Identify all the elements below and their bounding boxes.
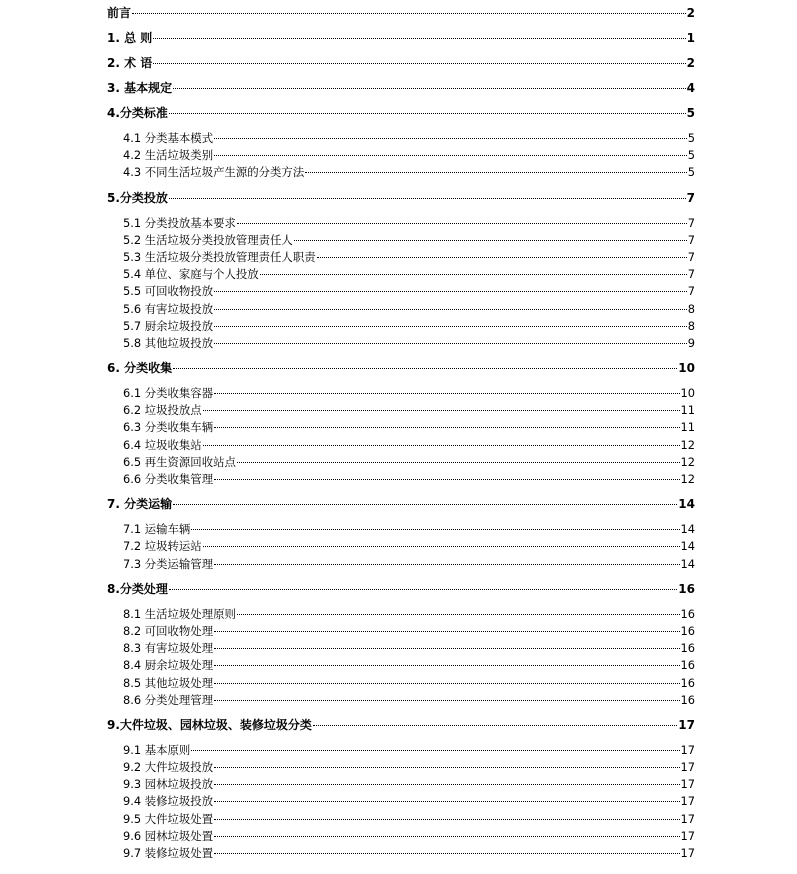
chapter-title: 2. 术 语: [107, 56, 153, 70]
dot-leader: [214, 343, 687, 344]
section-page-number: 5: [687, 131, 695, 145]
toc-section-entry[interactable]: [107, 385, 695, 402]
toc-section-entry[interactable]: [107, 776, 695, 793]
dot-leader: [237, 223, 687, 224]
chapter-title: 4.分类标准: [107, 106, 168, 120]
section-page-number: 17: [680, 828, 695, 843]
section-title: 9.4 装修垃圾投放: [123, 794, 214, 809]
chapter-title: 7. 分类运输: [107, 497, 173, 512]
section-title: 7.3 分类运输管理: [123, 556, 214, 571]
section-title: 8.1 生活垃圾处理原则: [123, 606, 236, 621]
toc-section-entry[interactable]: [107, 471, 695, 488]
dot-leader: [214, 326, 687, 327]
chapter-title: 1. 总 则: [107, 31, 153, 45]
section-page-number: 16: [680, 606, 695, 621]
toc-section-entry[interactable]: [107, 283, 695, 300]
section-page-number: 12: [680, 472, 695, 486]
section-title: 9.1 基本原则: [123, 742, 191, 757]
dot-leader: [214, 479, 679, 480]
section-title: 9.7 装修垃圾处置: [123, 846, 214, 860]
toc-chapter-entry[interactable]: [107, 190, 695, 207]
section-page-number: 11: [680, 403, 695, 418]
section-title: 5.2 生活垃圾分类投放管理责任人: [123, 232, 293, 247]
dot-leader: [214, 665, 679, 666]
dot-leader: [294, 240, 687, 241]
chapter-page-number: 10: [678, 361, 695, 376]
section-title: 4.3 不同生活垃圾产生源的分类方法: [123, 165, 305, 180]
toc-section-entry[interactable]: [107, 232, 695, 249]
section-page-number: 11: [680, 420, 695, 435]
section-title: 4.2 生活垃圾类别: [123, 148, 214, 163]
toc-section-entry[interactable]: [107, 437, 695, 454]
toc-section-entry[interactable]: [107, 692, 695, 709]
chapter-page-number: 4: [686, 81, 695, 95]
section-list: [107, 742, 695, 862]
section-page-number: 17: [680, 811, 695, 826]
chapter-page-number: 5: [686, 106, 695, 120]
section-page-number: 17: [680, 777, 695, 792]
toc-section-entry[interactable]: [107, 130, 695, 147]
dot-leader: [214, 819, 679, 820]
toc-section-entry[interactable]: [107, 454, 695, 471]
dot-leader: [214, 683, 679, 684]
section-list: [107, 130, 695, 182]
dot-leader: [173, 88, 686, 89]
table-of-contents: [107, 5, 695, 870]
section-page-number: 10: [680, 386, 695, 401]
section-list: [107, 521, 695, 573]
toc-chapter-entry[interactable]: [107, 80, 695, 97]
section-page-number: 14: [680, 539, 695, 554]
toc-chapter-entry[interactable]: [107, 30, 695, 47]
chapter-page-number: 16: [678, 581, 695, 596]
section-page-number: 7: [687, 215, 695, 230]
toc-section-entry[interactable]: [107, 742, 695, 759]
toc-chapter-entry[interactable]: [107, 5, 695, 22]
section-page-number: 8: [687, 318, 695, 333]
dot-leader: [317, 257, 687, 258]
toc-section-entry[interactable]: [107, 301, 695, 318]
section-page-number: 16: [680, 692, 695, 707]
chapter-title: 8.分类处理: [107, 581, 168, 596]
toc-section-entry[interactable]: [107, 164, 695, 181]
section-page-number: 17: [680, 742, 695, 757]
toc-section-entry[interactable]: [107, 759, 695, 776]
chapter-page-number: 1: [686, 31, 695, 45]
dot-leader: [214, 700, 679, 701]
chapter-page-number: 14: [678, 497, 695, 512]
toc-chapter-entry[interactable]: [107, 581, 695, 598]
section-title: 6.3 分类收集车辆: [123, 420, 214, 435]
toc-chapter-entry[interactable]: [107, 360, 695, 377]
toc-section-entry[interactable]: [107, 249, 695, 266]
chapter-title: 前言: [107, 6, 132, 20]
dot-leader: [153, 38, 685, 39]
toc-chapter-entry[interactable]: [107, 717, 695, 734]
toc-section-entry[interactable]: [107, 606, 695, 623]
toc-section-entry[interactable]: [107, 318, 695, 335]
toc-section-entry[interactable]: [107, 402, 695, 419]
section-title: 8.2 可回收物处理: [123, 623, 214, 638]
dot-leader: [214, 784, 679, 785]
section-title: 6.2 垃圾投放点: [123, 403, 202, 418]
section-page-number: 17: [680, 760, 695, 775]
dot-leader: [203, 410, 680, 411]
section-page-number: 17: [680, 794, 695, 809]
section-list: [107, 385, 695, 488]
dot-leader: [313, 725, 677, 726]
toc-section-entry[interactable]: [107, 811, 695, 828]
section-page-number: 7: [687, 284, 695, 299]
chapter-page-number: 17: [678, 717, 695, 732]
section-title: 5.6 有害垃圾投放: [123, 301, 214, 316]
dot-leader: [203, 445, 680, 446]
chapter-title: 6. 分类收集: [107, 361, 173, 376]
section-title: 5.4 单位、家庭与个人投放: [123, 267, 259, 282]
toc-section-entry[interactable]: [107, 538, 695, 555]
dot-leader: [214, 648, 679, 649]
section-page-number: 9: [687, 335, 695, 350]
dot-leader: [214, 393, 679, 394]
section-page-number: 7: [687, 267, 695, 282]
section-title: 8.4 厨余垃圾处理: [123, 658, 214, 673]
section-page-number: 16: [680, 641, 695, 656]
section-title: 5.3 生活垃圾分类投放管理责任人职责: [123, 249, 316, 264]
toc-section-entry[interactable]: [107, 266, 695, 283]
toc-section-entry[interactable]: [107, 845, 695, 862]
dot-leader: [237, 614, 680, 615]
dot-leader: [214, 138, 687, 139]
toc-section-entry[interactable]: [107, 657, 695, 674]
section-page-number: 7: [687, 249, 695, 264]
section-title: 5.7 厨余垃圾投放: [123, 318, 214, 333]
dot-leader: [214, 767, 679, 768]
section-title: 8.6 分类处理管理: [123, 692, 214, 707]
chapter-title: 5.分类投放: [107, 190, 168, 205]
section-list: [107, 215, 695, 353]
dot-leader: [173, 368, 677, 369]
section-title: 7.1 运输车辆: [123, 522, 191, 537]
dot-leader: [132, 13, 686, 14]
dot-leader: [203, 546, 680, 547]
section-page-number: 7: [687, 232, 695, 247]
section-title: 8.5 其他垃圾处理: [123, 675, 214, 690]
section-page-number: 12: [680, 454, 695, 469]
dot-leader: [214, 836, 679, 837]
chapter-page-number: 2: [686, 56, 695, 70]
toc-section-entry[interactable]: [107, 215, 695, 232]
toc-section-entry[interactable]: [107, 640, 695, 657]
section-page-number: 14: [680, 522, 695, 537]
toc-section-entry[interactable]: [107, 793, 695, 810]
section-title: 6.4 垃圾收集站: [123, 437, 202, 452]
dot-leader: [191, 529, 679, 530]
chapter-title: 9.大件垃圾、园林垃圾、装修垃圾分类: [107, 717, 312, 732]
dot-leader: [305, 172, 687, 173]
toc-section-entry[interactable]: [107, 419, 695, 436]
toc-section-entry[interactable]: [107, 556, 695, 573]
section-page-number: 5: [687, 165, 695, 180]
section-title: 6.1 分类收集容器: [123, 386, 214, 401]
section-title: 4.1 分类基本模式: [123, 131, 214, 145]
section-page-number: 17: [680, 846, 695, 860]
chapter-page-number: 7: [686, 190, 695, 205]
section-title: 8.3 有害垃圾处理: [123, 641, 214, 656]
dot-leader: [214, 427, 679, 428]
section-list: [107, 606, 695, 709]
toc-section-entry[interactable]: [107, 147, 695, 164]
toc-section-entry[interactable]: [107, 521, 695, 538]
section-page-number: 14: [680, 556, 695, 571]
dot-leader: [169, 589, 677, 590]
section-title: 7.2 垃圾转运站: [123, 539, 202, 554]
section-page-number: 8: [687, 301, 695, 316]
toc-section-entry[interactable]: [107, 335, 695, 352]
toc-section-entry[interactable]: [107, 675, 695, 692]
dot-leader: [214, 155, 687, 156]
toc-section-entry[interactable]: [107, 623, 695, 640]
dot-leader: [260, 274, 687, 275]
section-page-number: 5: [687, 148, 695, 163]
dot-leader: [214, 564, 679, 565]
section-title: 9.6 园林垃圾处置: [123, 828, 214, 843]
section-title: 6.5 再生资源回收站点: [123, 454, 236, 469]
toc-chapter-entry[interactable]: [107, 55, 695, 72]
toc-section-entry[interactable]: [107, 828, 695, 845]
section-title: 5.8 其他垃圾投放: [123, 335, 214, 350]
section-title: 5.5 可回收物投放: [123, 284, 214, 299]
chapter-title: 3. 基本规定: [107, 81, 173, 95]
dot-leader: [237, 462, 680, 463]
section-page-number: 16: [680, 623, 695, 638]
section-page-number: 16: [680, 675, 695, 690]
dot-leader: [191, 750, 679, 751]
dot-leader: [169, 113, 686, 114]
dot-leader: [153, 63, 685, 64]
dot-leader: [169, 198, 686, 199]
dot-leader: [173, 504, 677, 505]
dot-leader: [214, 309, 687, 310]
section-title: 9.2 大件垃圾投放: [123, 760, 214, 775]
section-title: 5.1 分类投放基本要求: [123, 215, 236, 230]
section-page-number: 16: [680, 658, 695, 673]
dot-leader: [214, 631, 679, 632]
dot-leader: [214, 853, 679, 854]
dot-leader: [214, 801, 679, 802]
chapter-page-number: 2: [686, 6, 695, 20]
toc-chapter-entry[interactable]: [107, 105, 695, 122]
section-page-number: 12: [680, 437, 695, 452]
dot-leader: [214, 291, 687, 292]
section-title: 6.6 分类收集管理: [123, 472, 214, 486]
section-title: 9.3 园林垃圾投放: [123, 777, 214, 792]
section-title: 9.5 大件垃圾处置: [123, 811, 214, 826]
toc-chapter-entry[interactable]: [107, 496, 695, 513]
